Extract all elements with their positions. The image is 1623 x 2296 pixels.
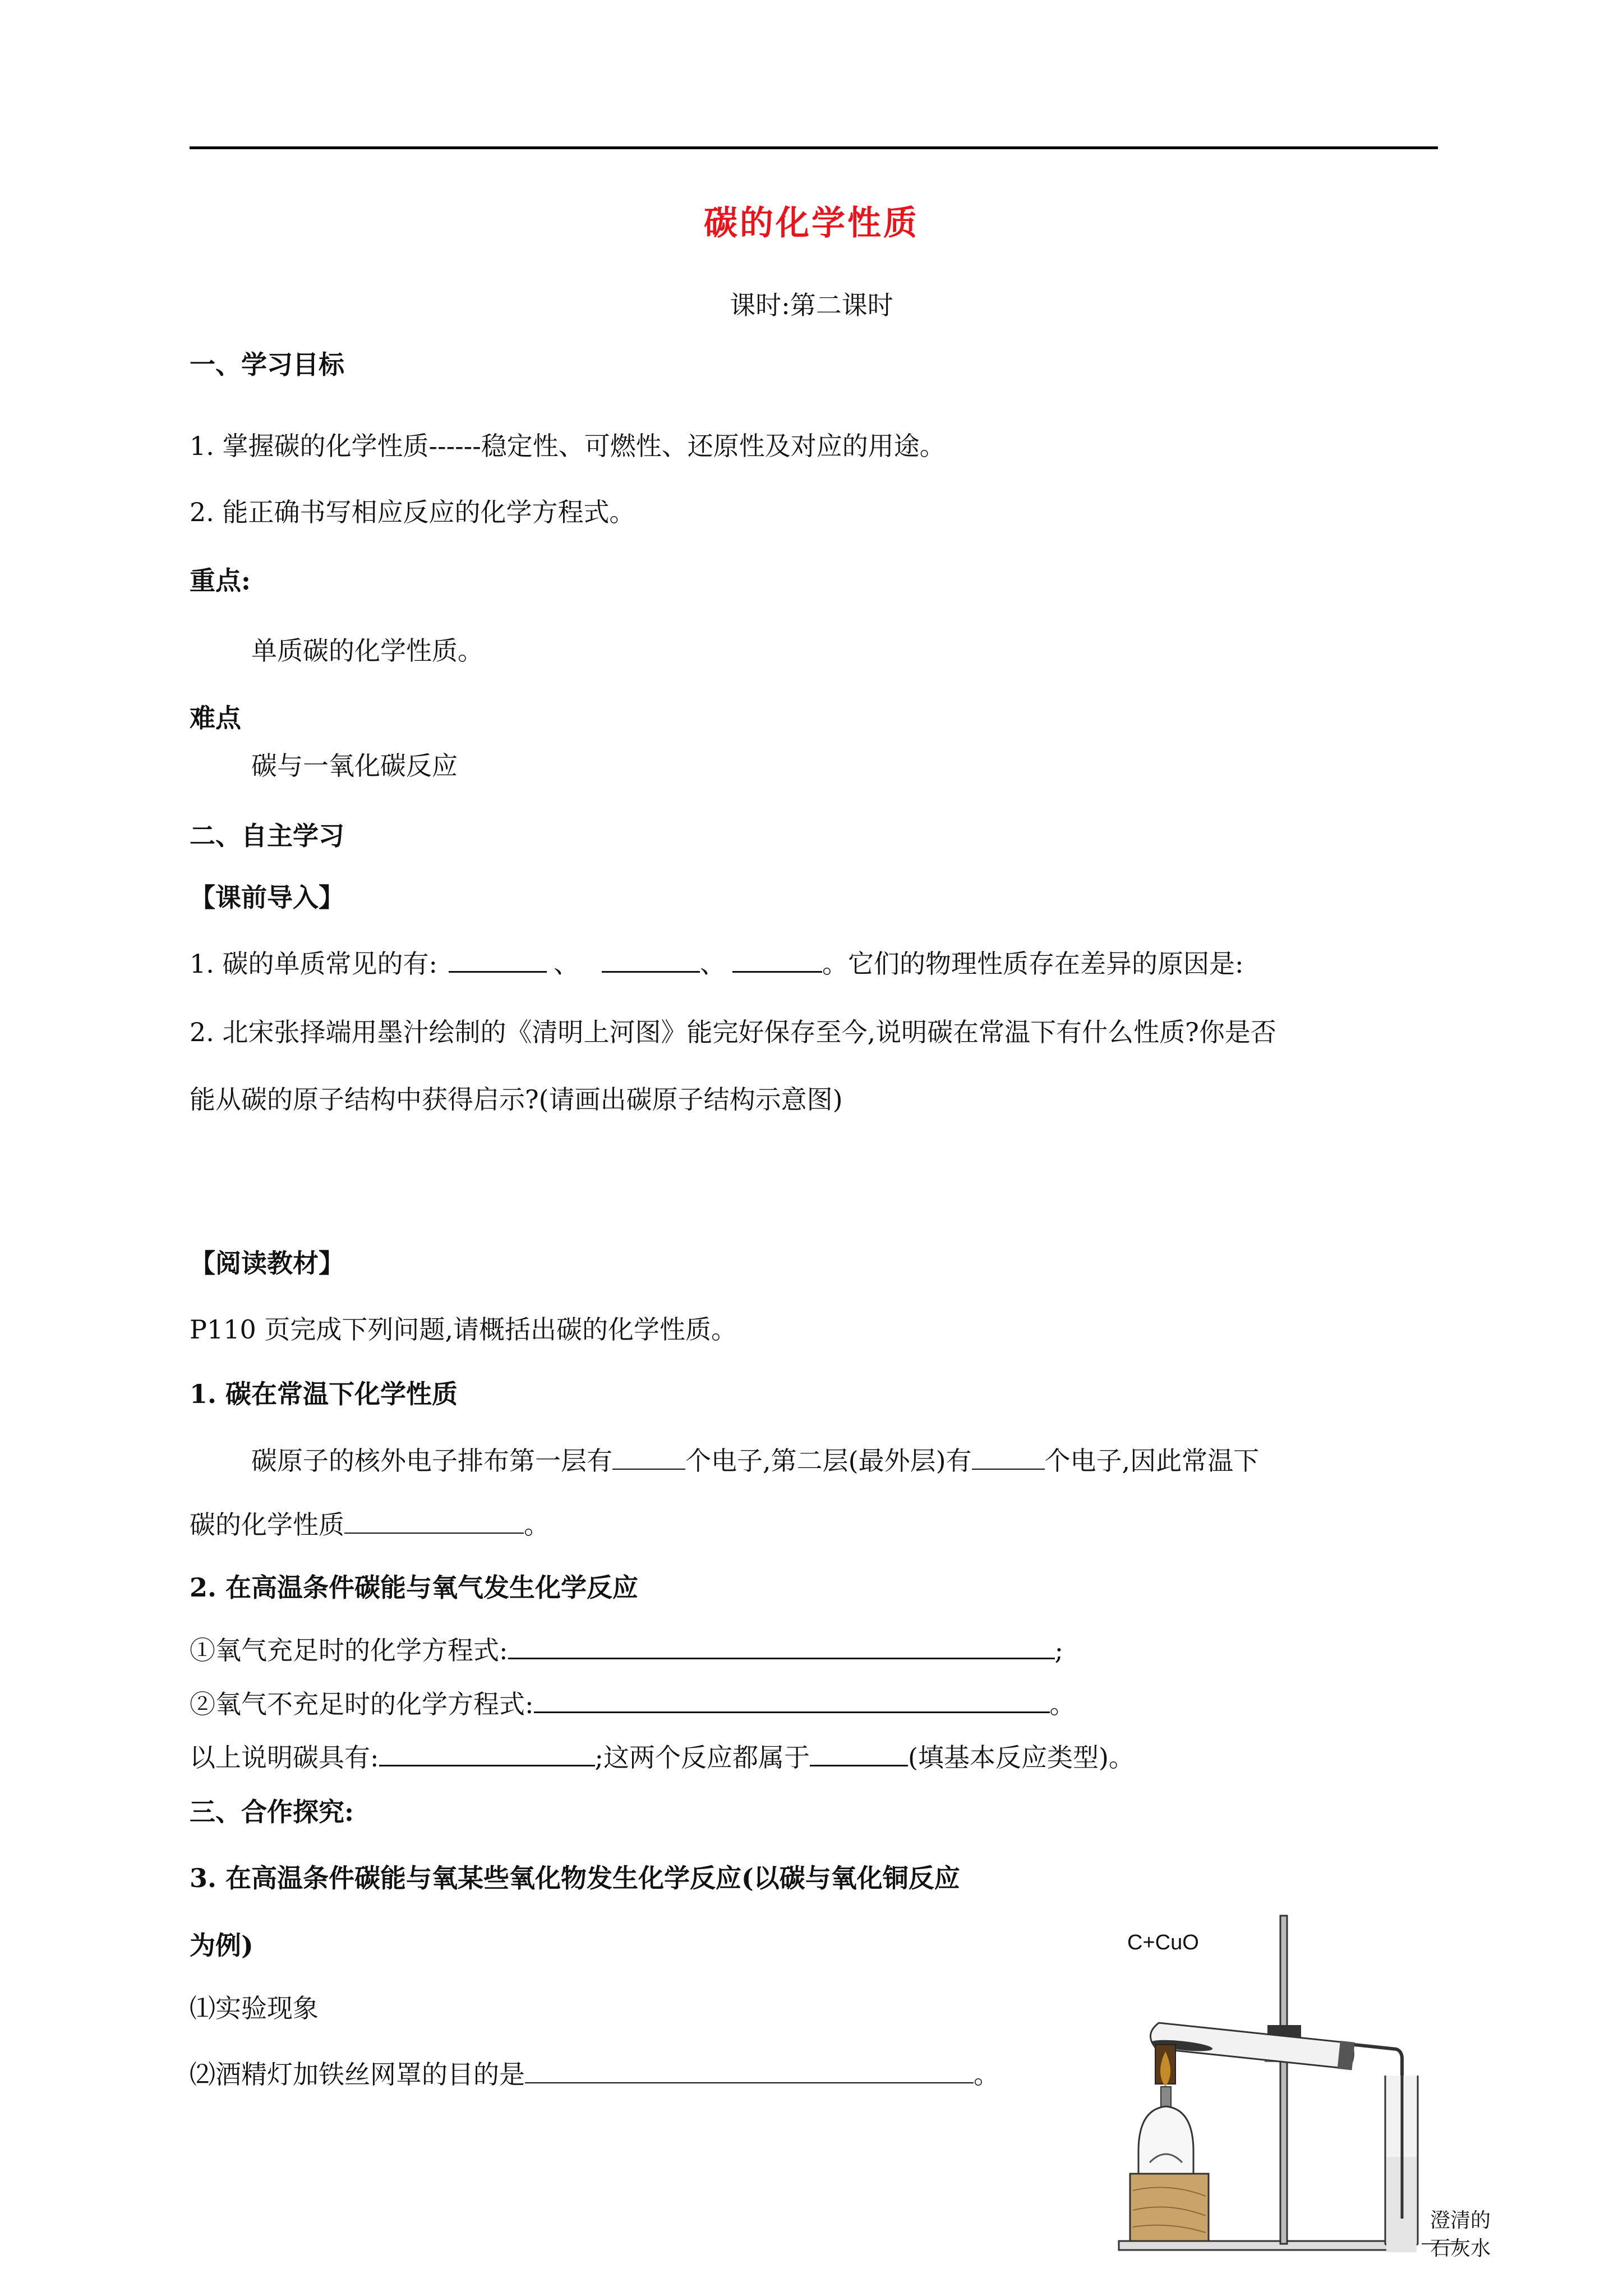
section-2-heading: 二、自主学习 (190, 821, 344, 851)
question-2-line-2: 能从碳的原子结构中获得启示?(请画出碳原子结构示意图) (190, 1084, 843, 1115)
intro-heading: 【课前导入】 (190, 882, 344, 913)
alcohol-lamp (1138, 2106, 1193, 2174)
point-1-text-a: 碳原子的核外电子排布第一层有 (251, 1446, 612, 1476)
point-2-heading: 2. 在高温条件碳能与氧气发生化学反应 (190, 1572, 639, 1603)
difficulty-label: 难点 (190, 703, 241, 733)
point-1-heading: 1. 碳在常温下化学性质 (190, 1379, 458, 1409)
separator: 、 (554, 949, 580, 979)
equation-a-label: ①氧气充足时的化学方程式: (190, 1635, 508, 1665)
lesson-info: 课时:第二课时 (730, 290, 893, 320)
key-point-text: 单质碳的化学性质。 (251, 636, 483, 666)
header-rule (190, 146, 1438, 149)
label-limewater-2: 石灰水 (1430, 2237, 1491, 2260)
answer-blank[interactable] (534, 1689, 1050, 1713)
apparatus-illustration (1116, 1904, 1531, 2275)
equation-a (190, 1634, 1063, 1667)
point-3-heading-line-2: 为例) (190, 1930, 253, 1961)
punctuation: 。 (1049, 1689, 1076, 1719)
point-1-text-c: 个电子,因此常温下 (1044, 1446, 1260, 1476)
answer-blank[interactable] (972, 1446, 1045, 1470)
label-c-cuo: C+CuO (1127, 1931, 1199, 1954)
answer-blank[interactable] (449, 949, 547, 973)
property-text-a: 以上说明碳具有: (190, 1742, 379, 1773)
reading-heading: 【阅读教材】 (190, 1248, 344, 1278)
point-3-heading-line-1: 3. 在高温条件碳能与氧某些氧化物发生化学反应(以碳与氧化铜反应 (190, 1863, 960, 1893)
point-1-line-2 (190, 1508, 550, 1542)
property-text-c: (填基本反应类型)。 (908, 1742, 1135, 1773)
point-1-line-1 (251, 1444, 1259, 1478)
page-title: 碳的化学性质 (704, 204, 919, 243)
goal-1: 1. 掌握碳的化学性质------稳定性、可燃性、还原性及对应的用途。 (190, 431, 946, 461)
equation-b-label: ②氧气不充足时的化学方程式: (190, 1689, 534, 1719)
wire-gauze-question: ⑵酒精灯加铁丝网罩的目的是 (190, 2059, 525, 2090)
section-3-heading: 三、合作探究: (190, 1797, 354, 1827)
property-text-b: ;这两个反应都属于 (594, 1742, 810, 1773)
separator: 、 (700, 949, 726, 979)
section-1-heading: 一、学习目标 (190, 349, 344, 380)
answer-blank[interactable] (379, 1742, 595, 1766)
label-limewater-1: 澄清的 (1430, 2209, 1491, 2232)
answer-blank[interactable] (732, 949, 822, 973)
answer-blank[interactable] (525, 2060, 974, 2083)
stand-base (1119, 2241, 1388, 2250)
equation-b (190, 1687, 1076, 1721)
wire-gauze-purpose (190, 2058, 999, 2091)
point-1-text-d: 碳的化学性质 (190, 1510, 344, 1540)
answer-blank[interactable] (612, 1446, 685, 1470)
answer-blank[interactable] (810, 1742, 908, 1766)
question-1-text-a: 1. 碳的单质常见的有: (190, 949, 438, 979)
point-1-text-e: 。 (524, 1510, 550, 1540)
punctuation: 。 (974, 2059, 999, 2090)
stand-rod (1280, 1916, 1287, 2244)
stopper (1338, 2041, 1355, 2070)
key-point-label: 重点: (190, 565, 251, 596)
punctuation: ; (1054, 1635, 1063, 1665)
answer-blank[interactable] (508, 1635, 1055, 1659)
question-2-line-1: 2. 北宋张择端用墨汁绘制的《清明上河图》能完好保存至今,说明碳在常温下有什么性质?你是否 (190, 1017, 1276, 1047)
goal-2: 2. 能正确书写相应反应的化学方程式。 (190, 497, 635, 527)
difficulty-text: 碳与一氧化碳反应 (251, 751, 458, 781)
answer-blank[interactable] (602, 949, 700, 973)
apparatus-figure (1116, 1904, 1531, 2277)
question-1 (190, 947, 1244, 981)
experiment-phenomenon: ⑴实验现象 (190, 1993, 319, 2023)
question-1-text-b: 。它们的物理性质存在差异的原因是: (822, 949, 1244, 979)
answer-blank[interactable] (344, 1510, 524, 1534)
reading-instructions: P110 页完成下列问题,请概括出碳的化学性质。 (190, 1314, 737, 1345)
property-summary (190, 1741, 1135, 1774)
point-1-text-b: 个电子,第二层(最外层)有 (685, 1446, 972, 1476)
